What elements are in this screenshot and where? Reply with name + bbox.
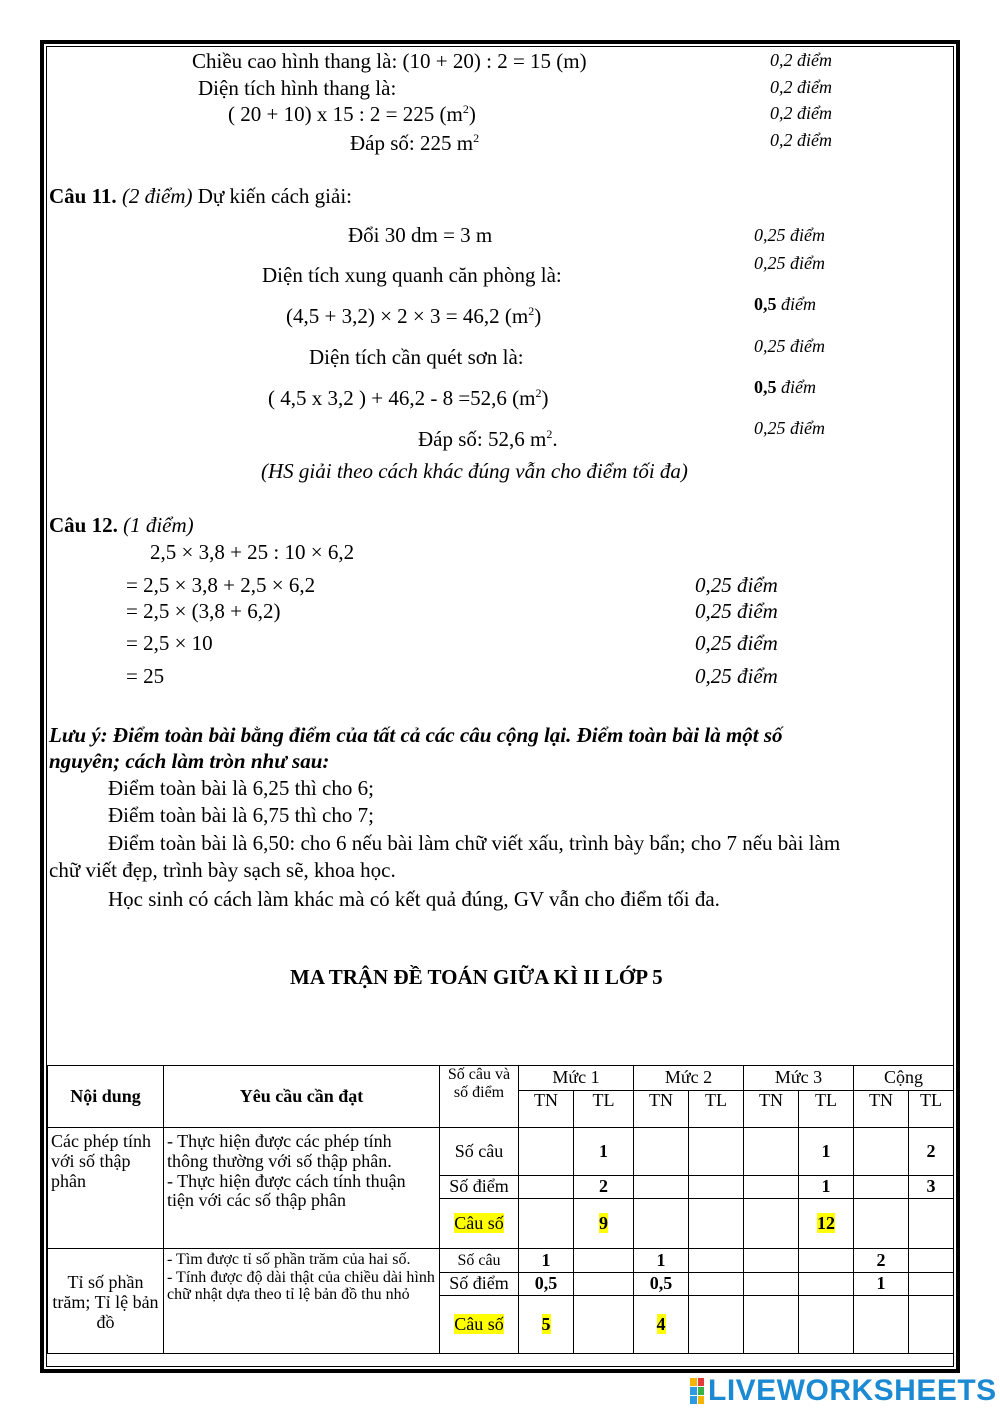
row2-noidung: Tỉ số phần trăm; Tỉ lệ bản đồ — [48, 1249, 164, 1354]
cell: 1 — [799, 1128, 854, 1176]
cell — [634, 1199, 689, 1249]
cell — [689, 1249, 744, 1273]
q12-expression: 2,5 × 3,8 + 25 : 10 × 6,2 — [150, 540, 355, 564]
q11-note: (HS giải theo cách khác đúng vẫn cho điểm tối đa) — [261, 459, 688, 483]
cell — [519, 1199, 574, 1249]
header-tl: TL — [909, 1091, 954, 1128]
liveworksheets-logo — [690, 1376, 997, 1406]
trapezoid-answer: Đáp số: 225 $m^2$ — [350, 131, 480, 155]
point-label: 0,2 điểm — [770, 103, 832, 123]
cell — [574, 1249, 634, 1273]
q12-step: = 2,5 × 3,8 + 2,5 × 6,2 — [126, 573, 316, 597]
header-tl: TL — [574, 1091, 634, 1128]
note-bold-line: Lưu ý: Điểm toàn bài bằng điểm của tất cả các câu cộng lại. Điểm toàn bài là một số — [49, 723, 783, 747]
cell — [574, 1273, 634, 1296]
q11-convert: Đổi 30 dm = 3 m — [348, 223, 493, 247]
header-cong: Cộng — [854, 1066, 954, 1091]
note-line: Điểm toàn bài là 6,25 thì cho 6; — [108, 776, 374, 800]
q11-paint-area-calc: ( 4,5 x 3,2 ) + 46,2 - 8 =52,6 $(m^2)$ — [268, 386, 549, 410]
cell — [854, 1199, 909, 1249]
cell — [689, 1176, 744, 1199]
q12-step: = 2,5 × (3,8 + 6,2) — [126, 599, 281, 623]
cell — [689, 1199, 744, 1249]
cell — [744, 1249, 799, 1273]
cell: 1 — [799, 1176, 854, 1199]
cell: 1 — [854, 1273, 909, 1296]
header-socau: Số câu và số điểm — [440, 1066, 519, 1128]
row2-causo-label: Câu số — [440, 1296, 519, 1354]
header-tl: TL — [689, 1091, 744, 1128]
matrix-table — [47, 1065, 954, 1354]
row1-socau-label: Số câu — [440, 1128, 519, 1176]
point-label: 0,25 điểm — [754, 253, 825, 273]
cell — [744, 1128, 799, 1176]
point-label: 0,5 điểm — [754, 294, 816, 314]
header-muc3: Mức 3 — [744, 1066, 854, 1091]
cell: 0,5 — [634, 1273, 689, 1296]
note-line: Điểm toàn bài là 6,50: cho 6 nếu bài làm chữ viết xấu, trình bày bẩn; cho 7 nếu bài làm — [108, 831, 841, 855]
row2-yeucau: - Tìm được tỉ số phần trăm của hai số. - Tính được độ dài thật của chiều dài hình chữ nhật dựa theo tỉ lệ bản đồ thu nhỏ — [164, 1249, 440, 1354]
header-tn: TN — [744, 1091, 799, 1128]
liveworksheets-icon — [690, 1378, 704, 1404]
cell — [909, 1273, 954, 1296]
matrix-title: MA TRẬN ĐỀ TOÁN GIỮA KÌ II LỚP 5 — [290, 965, 663, 989]
point-label: 0,5 điểm — [754, 377, 816, 397]
point-label: 0,2 điểm — [770, 77, 832, 97]
cell — [909, 1199, 954, 1249]
cell — [854, 1296, 909, 1354]
cell: 0,5 — [519, 1273, 574, 1296]
liveworksheets-wordmark: LIVEWORKSHEETS — [708, 1374, 997, 1407]
cell — [744, 1199, 799, 1249]
cell — [634, 1176, 689, 1199]
point-label: 0,25 điểm — [695, 599, 778, 623]
cell — [799, 1249, 854, 1273]
cell — [909, 1249, 954, 1273]
cell — [689, 1128, 744, 1176]
cell: 1 — [519, 1249, 574, 1273]
header-tn: TN — [519, 1091, 574, 1128]
cell: 5 — [519, 1296, 574, 1354]
row1-sodiem-label: Số điểm — [440, 1176, 519, 1199]
point-label: 0,25 điểm — [754, 418, 825, 438]
cell — [744, 1273, 799, 1296]
cell — [519, 1128, 574, 1176]
header-noidung: Nội dung — [48, 1066, 164, 1128]
cell: 1 — [634, 1249, 689, 1273]
q12-step: = 2,5 × 10 — [126, 631, 213, 655]
q11-answer: Đáp số: 52,6 $m^2$. — [418, 427, 558, 451]
point-label: 0,2 điểm — [770, 50, 832, 70]
cell — [909, 1296, 954, 1354]
q11-lateral-area-label: Diện tích xung quanh căn phòng là: — [262, 263, 562, 287]
cell — [689, 1296, 744, 1354]
row2-sodiem-label: Số điểm — [440, 1273, 519, 1296]
cell: 1 — [574, 1128, 634, 1176]
header-muc1: Mức 1 — [519, 1066, 634, 1091]
trapezoid-area-label: Diện tích hình thang là: — [198, 76, 397, 100]
cell — [854, 1176, 909, 1199]
trapezoid-height-line: Chiều cao hình thang là: (10 + 20) : 2 = 15 (m) — [192, 49, 587, 73]
note-line: chữ viết đẹp, trình bày sạch sẽ, khoa học. — [49, 858, 396, 882]
note-line: Học sinh có cách làm khác mà có kết quả đúng, GV vẫn cho điểm tối đa. — [108, 887, 720, 911]
cell — [799, 1296, 854, 1354]
cell — [574, 1296, 634, 1354]
cell: 3 — [909, 1176, 954, 1199]
q12-step: = 25 — [126, 664, 165, 688]
cell — [519, 1176, 574, 1199]
cell — [744, 1176, 799, 1199]
row1-yeucau: - Thực hiện được các phép tính thông thường với số thập phân. - Thực hiện được cách tính thuận tiện với các số thập phân — [164, 1128, 440, 1249]
q11-paint-area-label: Diện tích cần quét sơn là: — [309, 345, 524, 369]
header-tn: TN — [634, 1091, 689, 1128]
trapezoid-area-calc: ( 20 + 10) x 15 : 2 = 225 $(m^2)$ — [228, 102, 476, 126]
cell — [854, 1128, 909, 1176]
header-muc2: Mức 2 — [634, 1066, 744, 1091]
point-label: 0,25 điểm — [695, 573, 778, 597]
point-label: 0,25 điểm — [695, 631, 778, 655]
question-11-heading: Câu 11. (2 điểm) Dự kiến cách giải: — [49, 184, 352, 208]
note-line: Điểm toàn bài là 6,75 thì cho 7; — [108, 803, 374, 827]
cell: 12 — [799, 1199, 854, 1249]
point-label: 0,2 điểm — [770, 130, 832, 150]
cell — [799, 1273, 854, 1296]
cell: 2 — [574, 1176, 634, 1199]
cell: 2 — [854, 1249, 909, 1273]
cell — [689, 1273, 744, 1296]
row2-socau-label: Số câu — [440, 1249, 519, 1273]
q11-lateral-area-calc: (4,5 + 3,2) × 2 × 3 = 46,2 $(m^2)$ — [286, 304, 542, 328]
question-12-heading: Câu 12. (1 điểm) — [49, 513, 194, 537]
cell: 2 — [909, 1128, 954, 1176]
cell: 9 — [574, 1199, 634, 1249]
point-label: 0,25 điểm — [695, 664, 778, 688]
point-label: 0,25 điểm — [754, 336, 825, 356]
header-yeucau: Yêu cầu cần đạt — [164, 1066, 440, 1128]
row1-noidung: Các phép tính với số thập phân — [48, 1128, 164, 1249]
cell — [744, 1296, 799, 1354]
cell: 4 — [634, 1296, 689, 1354]
cell — [634, 1128, 689, 1176]
row1-causo-label: Câu số — [440, 1199, 519, 1249]
point-label: 0,25 điểm — [754, 225, 825, 245]
header-tl: TL — [799, 1091, 854, 1128]
note-bold-line: nguyên; cách làm tròn như sau: — [49, 749, 330, 773]
header-tn: TN — [854, 1091, 909, 1128]
